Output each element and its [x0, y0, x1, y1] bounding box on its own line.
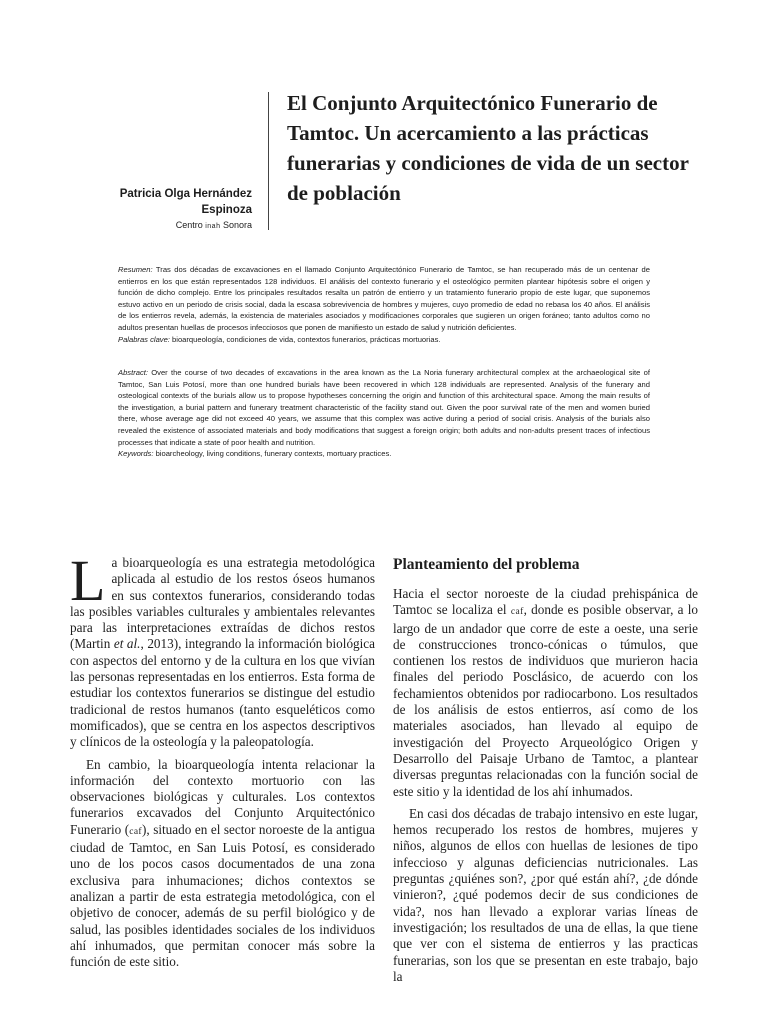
- body-paragraph-3-part-a: Hacia el sector noroeste de la ciudad prehispánica de Tamtoc se localiza el: [393, 586, 698, 618]
- body-paragraph-1-part-a: a bioarqueología es una estrategia metodológica aplicada al estudio de los restos óseos humanos en sus contextos funerarios, considerando todas las posibles variables culturales y ambientales relevantes para las interpretaciones extraídas de dichos restos (Martin: [70, 555, 375, 652]
- abstract-paragraph: [118, 367, 650, 448]
- abstract-spanish: [118, 264, 650, 345]
- body-paragraph-1: [70, 548, 375, 751]
- resumen-label: Resumen:: [118, 265, 153, 274]
- body-paragraph-2: [70, 757, 375, 971]
- et-al: et al.: [113, 636, 141, 652]
- palabras-clave-text: bioarqueología, condiciones de vida, contextos funerarios, prácticas mortuorias.: [169, 334, 441, 344]
- body-paragraph-4: En casi dos décadas de trabajo intensivo en este lugar, hemos recuperado los restos de hombres, mujeres y niños, algunos de ellos con huellas de lesiones de tipo infeccioso y algunas deficiencias nutricionales. Las preguntas ¿quiénes son?, ¿por qué están ahí?, ¿de dónde vinieron?, ¿qué podemos decir de sus condiciones de vida?, nos han llevado a explorar varias líneas de investigación; los resultados de una de ellas, la que tiene que ver con el sistema de entierros y las practicas funerarias, son los que se presentan en este trabajo, bajo la: [393, 805, 698, 984]
- affiliation-prefix: Centro: [175, 220, 206, 230]
- author-affiliation: [80, 219, 252, 233]
- body-paragraph-1-part-b: , 2013), integrando la información biológica con aspectos del entorno y de la cultura en los que vivían las personas representadas en los entierros. Esta forma de estudiar los contextos funerarios se distingue del estudio tradicional de restos humanos (tanto esqueléticos como momificados), que se centra en los aspectos descriptivos y clínicos de la osteología y la paleopatología.: [70, 636, 375, 750]
- affiliation-inah: inah: [205, 223, 221, 230]
- body-paragraph-3-part-b: , donde es posible observar, a lo largo de un andador que corre de este a oeste, una serie de construcciones tronco-cónicas o túmulos, que contienen los restos de individuos que murieron hacia finales del periodo Posclásico, de acuerdo con los fechamientos obtenidos por radiocarbono. Los resultados de los análisis de estos entierros, así como de los materiales asociados, han llevado al equipo de investigación del Proyecto Arqueológico Origen y Desarrollo del Paisaje Urbano de Tamtoc, a plantear diversas preguntas relacionadas con la función social de este sitio y la identidad de los ahí inhumados.: [393, 602, 698, 799]
- palabras-clave-paragraph: [118, 334, 650, 346]
- body-paragraph-3: [393, 586, 698, 800]
- article-title: El Conjunto Arquitectónico Funerario de Tamtoc. Un acercamiento a las prácticas funerarias y condiciones de vida de un sector de población: [287, 91, 689, 205]
- abstract-english: [118, 367, 650, 460]
- title-divider-rule: [268, 92, 269, 230]
- drop-cap: L: [70, 548, 106, 613]
- palabras-clave-label: Palabras clave:: [118, 334, 170, 344]
- body-column-left: [70, 548, 375, 970]
- keywords-label: Keywords:: [118, 449, 154, 459]
- author-block: [80, 186, 252, 233]
- abstract-label: Abstract:: [118, 368, 148, 377]
- author-name-line1: Patricia Olga Hernández: [119, 188, 252, 200]
- affiliation-suffix: Sonora: [220, 220, 252, 230]
- body-column-right: [393, 555, 698, 985]
- body-paragraph-2-part-b: ), situado en el sector noroeste de la antigua ciudad de Tamtoc, en San Luis Potosí, es considerado uno de los pocos casos documentados de una zona exclusiva para inhumaciones; dichos contextos se analizan a partir de esta estrategia metodológica, con el objetivo de conocer, además de su perfil biológico y de salud, las posibles identidades sociales de los individuos ahí inhumados, que permitan conocer más sobre la función de este sitio.: [70, 821, 375, 970]
- abstract-text: Over the course of two decades of excavations in the area known as the La Noria funerary architectural complex at the archaeological site of Tamtoc, San Luis Potosí, more than one hundred burials have been recovered in which 128 individuals are represented. Analysis of the funerary and osteological contexts of the burials allow us to propose hypotheses concerning the origin and function of this architectural space. Among the main results of the investigation, a burial pattern and funerary treatment characteristic of the facility stand out. Given the poor survival rate of the men and women buried there, whose average age did not exceed 40 years, we assume that this complex was active during a period of social crisis. Analysis of the burials also revealed the existence of associated materials and body modifications that suggest a foreign origin; both adults and non-adults present traces of infectious processes that indicate a state of poor health and nutrition.: [118, 368, 650, 447]
- caf-abbreviation-2: caf: [510, 607, 524, 618]
- caf-abbreviation: caf: [129, 826, 142, 837]
- author-name-line2: Espinoza: [201, 204, 252, 216]
- resumen-paragraph: [118, 264, 650, 334]
- resumen-text: Tras dos décadas de excavaciones en el llamado Conjunto Arquitectónico Funerario de Tamtoc, se han recuperado más de un centenar de entierros en los que están representados 128 individuos. El análisis del contexto funerario y el osteológico permiten plantear hipótesis sobre el origen y función de dicho complejo. Entre los principales resultados resalta un patrón de entierro y un tratamiento funerario propio de este lugar, que suponemos estuvo activo en un periodo de crisis social, dada la escasa sobrevivencia de hombres y mujeres, cuyo promedio de edad no rebasa los 40 años. El análisis de los entierros revela, además, la existencia de materiales asociados y modificaciones corporales que sugieren un origen foráneo; tanto adultos como no adultos presentan huellas de procesos infecciosos que ponen de manifiesto un estado de salud y nutrición deficientes.: [118, 265, 650, 332]
- keywords-paragraph: [118, 448, 650, 460]
- section-heading: Planteamiento del problema: [393, 556, 580, 573]
- body-paragraph-2-part-a: En cambio, la bioarqueología intenta relacionar la información del contexto mortuorio con las observaciones biológicas y culturales. Los contextos funerarios excavados del Conjunto Arquitectónico Funerario (: [70, 756, 375, 837]
- keywords-text: bioarcheology, living conditions, funerary contexts, mortuary practices.: [153, 449, 392, 459]
